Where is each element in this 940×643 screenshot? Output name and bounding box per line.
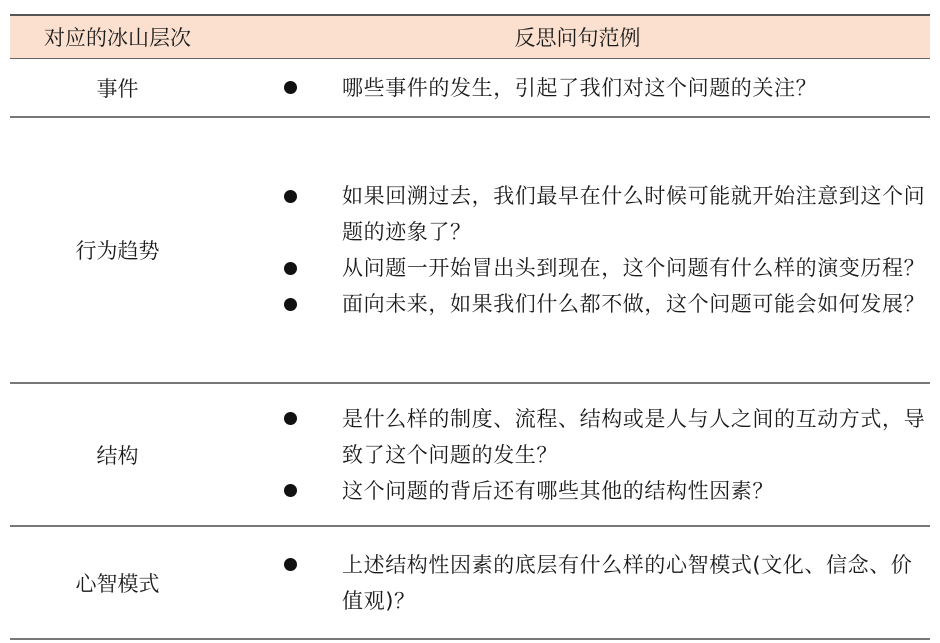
question-text: 这个问题的背后还有哪些其他的结构性因素？ (342, 478, 774, 503)
header-examples-column: 反思问句范例 (514, 26, 641, 50)
question-item (225, 70, 930, 106)
level-cell: 心智模式 (75, 571, 160, 596)
table-header (10, 16, 930, 59)
examples-cell (225, 527, 930, 638)
question-item (225, 286, 930, 322)
bullet-icon (281, 286, 299, 322)
table-row-trend (10, 118, 930, 384)
question-item (225, 178, 930, 250)
level-cell: 事件 (96, 76, 139, 101)
question-item (225, 547, 930, 619)
table-row-structure (10, 384, 930, 527)
question-text: 从问题一开始冒出头到现在，这个问题有什么样的演变历程？ (342, 256, 926, 280)
examples-cell (225, 59, 930, 116)
question-text: 如果回溯过去，我们最早在什么时候可能就开始注意到这个问题的迹象了？ (342, 184, 926, 244)
bullet-icon (281, 250, 299, 286)
bullet-icon (281, 401, 299, 437)
bullet-icon (281, 547, 299, 583)
question-text: 哪些事件的发生，引起了我们对这个问题的关注？ (342, 75, 818, 100)
examples-cell (225, 118, 930, 382)
table-row-event (10, 59, 930, 118)
question-text: 上述结构性因素的底层有什么样的心智模式(文化、信念、价值观)？ (342, 552, 913, 613)
examples-cell (225, 384, 930, 525)
level-cell: 行为趋势 (75, 239, 160, 263)
bullet-icon (281, 178, 299, 214)
question-item (225, 401, 930, 473)
bullet-icon (281, 473, 299, 509)
question-text: 面向未来，如果我们什么都不做，这个问题可能会如何发展？ (342, 292, 926, 316)
level-cell: 结构 (96, 443, 139, 468)
question-item (225, 250, 930, 286)
iceberg-reflection-table (10, 14, 930, 640)
table-row-mental-model (10, 527, 930, 640)
question-item (225, 473, 930, 509)
question-text: 是什么样的制度、流程、结构或是人与人之间的互动方式，导致了这个问题的发生？ (342, 406, 926, 467)
header-level-column: 对应的冰山层次 (44, 26, 191, 50)
bullet-icon (281, 70, 299, 106)
